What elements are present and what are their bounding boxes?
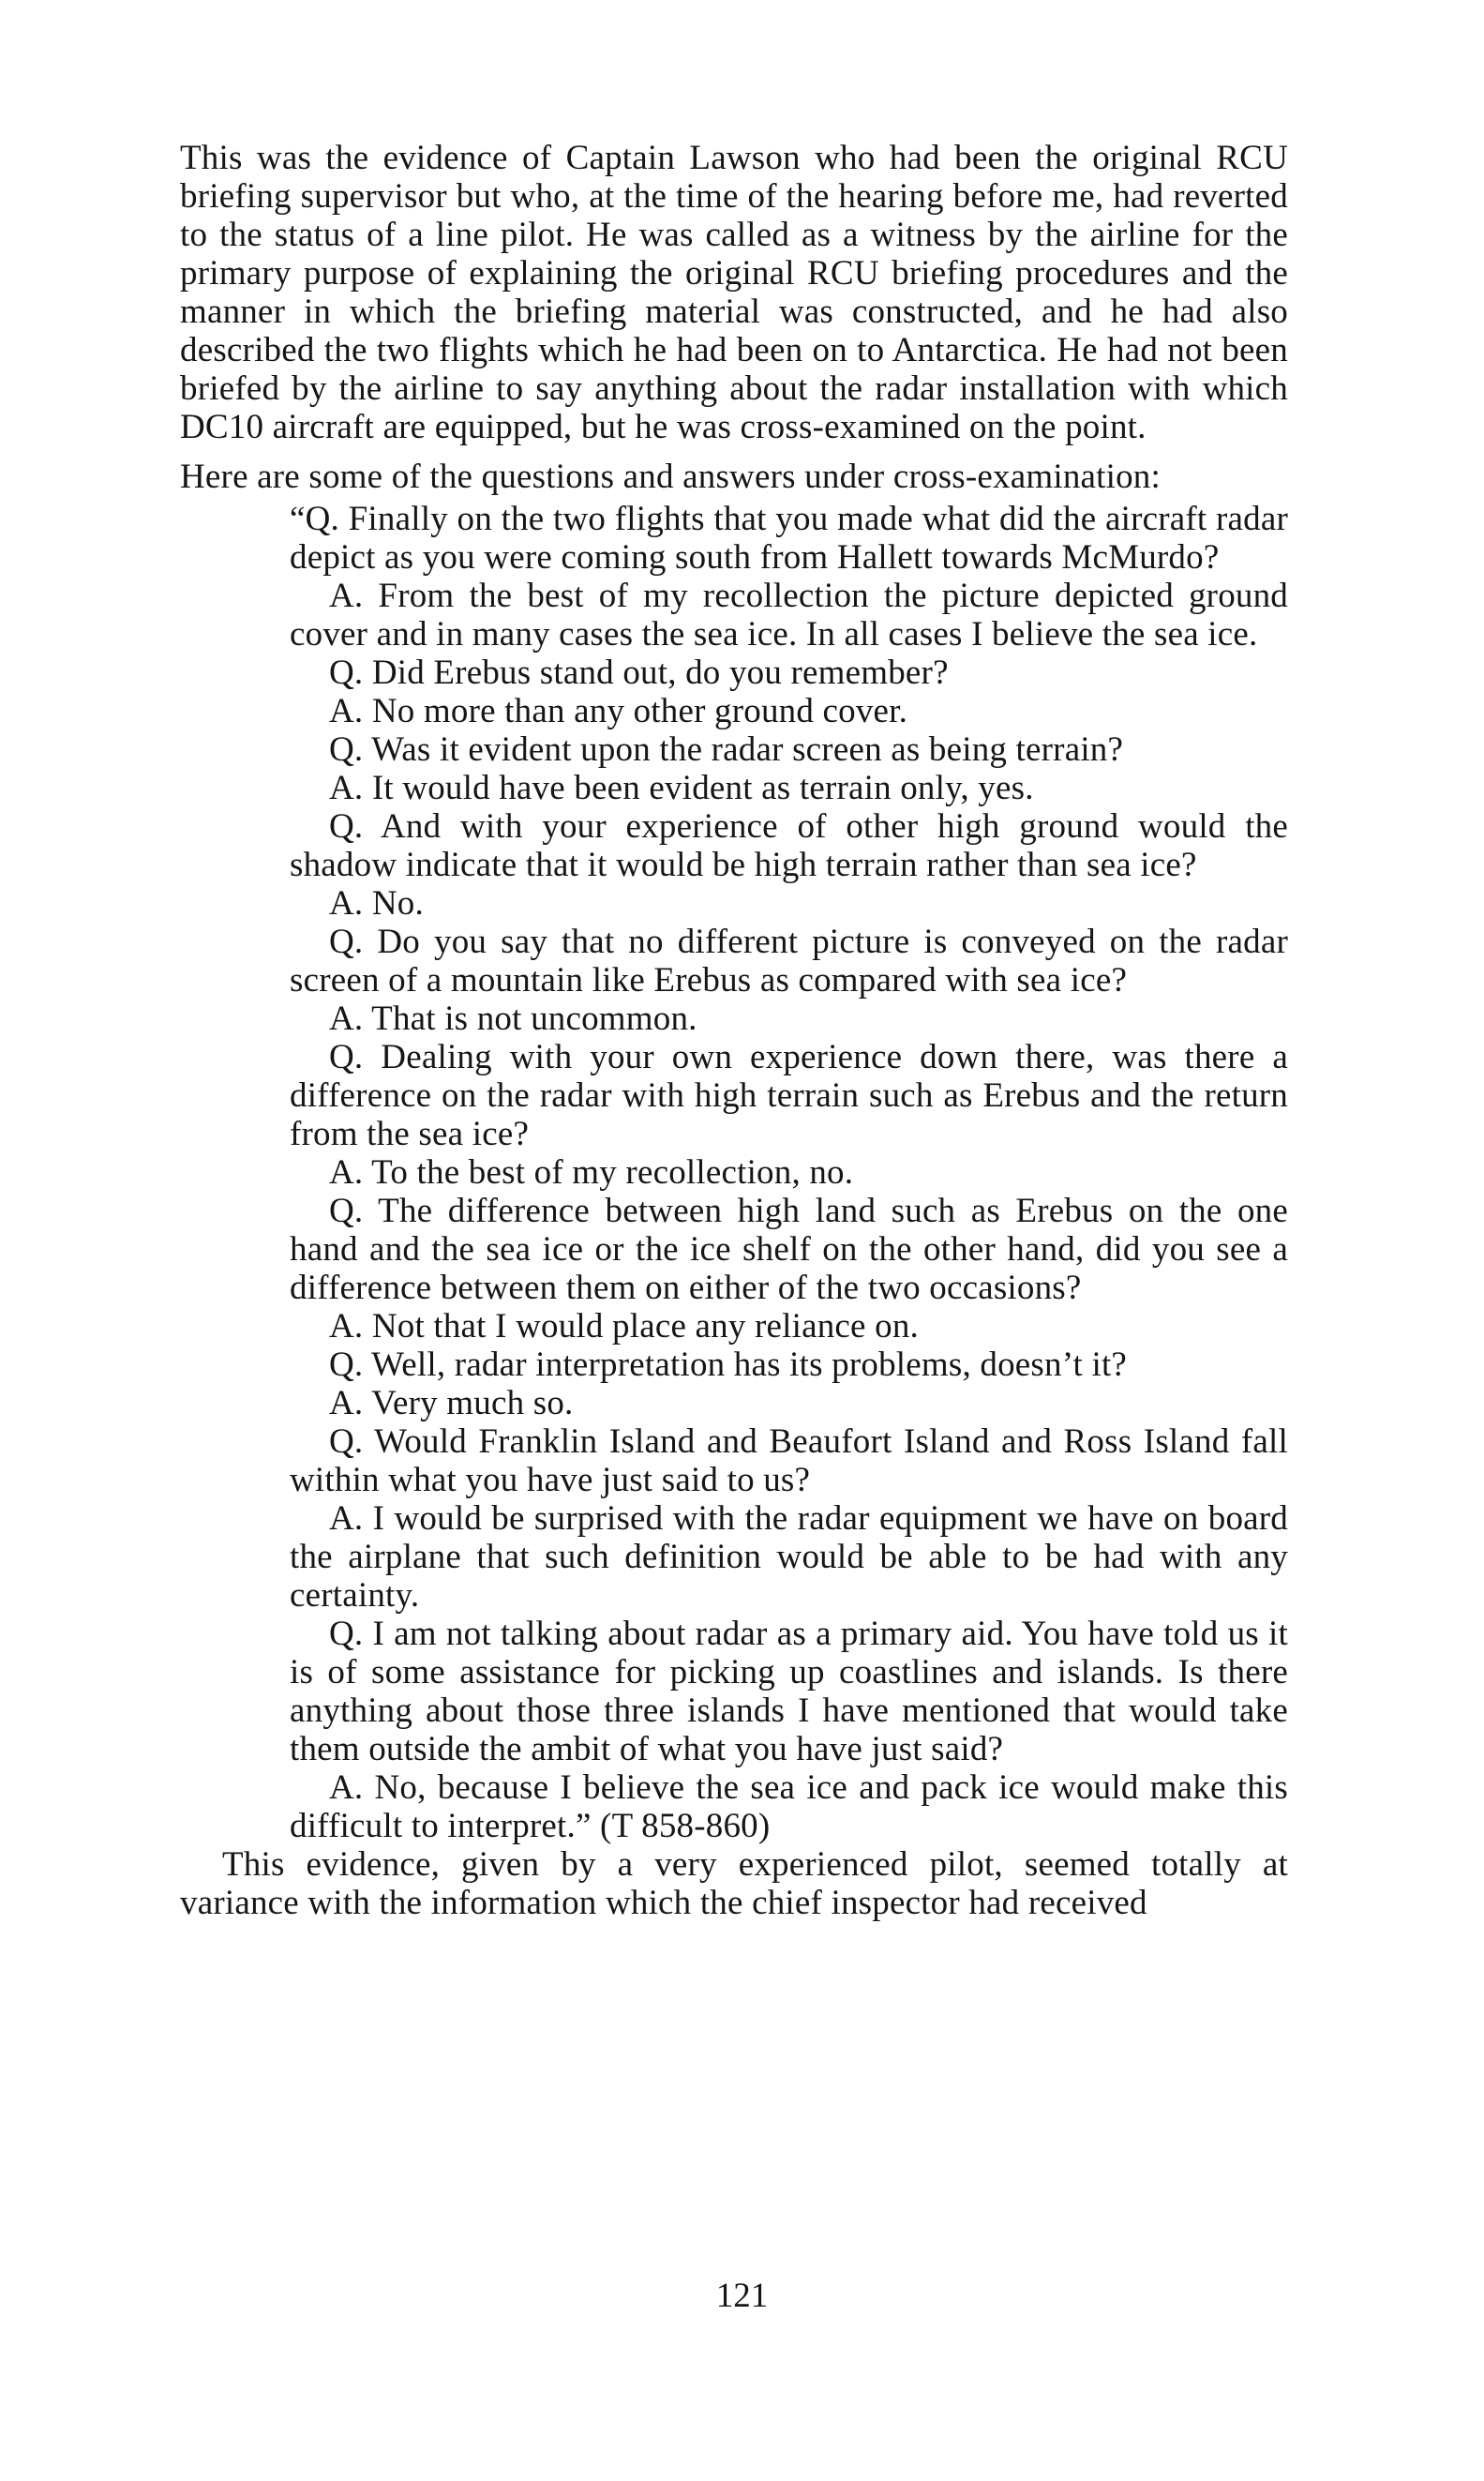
transcript-question: Q. Well, radar interpretation has its problems, doesn’t it? <box>329 1346 1128 1384</box>
transcript-question: Q. Would Franklin Island and Beaufort Island and Ross Island fall within what you have just said to us? <box>290 1422 1288 1499</box>
transcript-answer: A. From the best of my recollection the picture depicted ground cover and in many cases the sea ice. In all cases I believe the sea ice. <box>290 577 1288 654</box>
transcript-answer: A. That is not uncommon. <box>329 1000 697 1038</box>
transcript-answer: A. To the best of my recollection, no. <box>329 1153 854 1192</box>
transcript-question: Q. I am not talking about radar as a primary aid. You have told us it is of some assistance for picking up coastlines and islands. Is there anything about those three islands I have mentioned that would take them outside the ambit of what you have just said? <box>290 1615 1288 1768</box>
transcript-answer: A. Not that I would place any reliance on. <box>329 1307 919 1346</box>
cross-examination-transcript <box>290 500 1288 1845</box>
transcript-question: Q. The difference between high land such as Erebus on the one hand and the sea ice or the ice shelf on the other hand, did you see a difference between them on either of the two occasions? <box>290 1192 1288 1307</box>
transcript-question: Q. Did Erebus stand out, do you remember? <box>329 654 949 692</box>
transcript-answer: A. I would be surprised with the radar equipment we have on board the airplane that such definition would be able to be had with any certainty. <box>290 1499 1288 1615</box>
transcript-question: Q. Dealing with your own experience down there, was there a difference on the radar with high terrain such as Erebus and the return from the sea ice? <box>290 1038 1288 1153</box>
transcript-answer: A. It would have been evident as terrain only, yes. <box>329 769 1034 807</box>
transcript-question: Q. And with your experience of other high ground would the shadow indicate that it would be high terrain rather than sea ice? <box>290 807 1288 884</box>
transcript-answer: A. No, because I believe the sea ice and pack ice would make this difficult to interpret.” (T 858-860) <box>290 1768 1288 1845</box>
transcript-answer: A. No. <box>329 884 424 923</box>
transcript-answer: A. Very much so. <box>329 1384 574 1422</box>
transcript-answer: A. No more than any other ground cover. <box>329 692 908 730</box>
transcript-question: “Q. Finally on the two flights that you made what did the aircraft radar depict as you were coming south from Hallett towards McMurdo? <box>290 500 1288 577</box>
transcript-question: Q. Do you say that no different picture is conveyed on the radar screen of a mountain like Erebus as compared with sea ice? <box>290 923 1288 1000</box>
page-body <box>180 139 1288 1922</box>
page-number: 121 <box>715 2277 769 2315</box>
lead-paragraph: Here are some of the questions and answers under cross-examination: <box>180 458 1161 496</box>
intro-paragraph: This was the evidence of Captain Lawson who had been the original RCU briefing supervisor but who, at the time of the hearing before me, had reverted to the status of a line pilot. He was called as a witness by the airline for the primary purpose of explaining the original RCU briefing procedures and the manner in which the briefing material was constructed, and he had also described the two flights which he had been on to Antarctica. He had not been briefed by the airline to say anything about the radar installation with which DC10 aircraft are equipped, but he was cross-examined on the point. <box>180 139 1288 446</box>
closing-paragraph: This evidence, given by a very experienced pilot, seemed totally at variance with the information which the chief inspector had received <box>180 1845 1288 1922</box>
transcript-question: Q. Was it evident upon the radar screen as being terrain? <box>329 730 1124 769</box>
